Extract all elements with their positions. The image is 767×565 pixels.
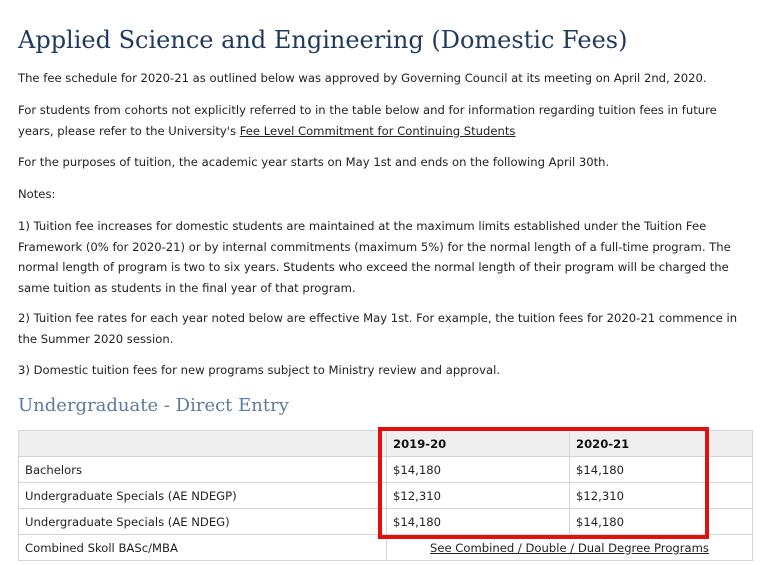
fee-2020-21: $14,180 [570, 457, 753, 483]
academic-year-text: For the purposes of tuition, the academic year starts on May 1st and ends on the following April 30th. [18, 155, 610, 169]
fees-table [18, 430, 753, 561]
note-1: 1) Tuition fee increases for domestic students are maintained at the maximum limits established under the Tuition Fee Framework (0% for 2020-21) or by internal commitments (maximum 5%) for the normal length of a full-time program. The normal length of program is two to six years. Students who exceed the normal length of their program will be charged the same tuition as students in the final year of that program. [18, 219, 731, 295]
header-2019-20: 2019-20 [387, 431, 570, 457]
fee-2019-20: $12,310 [387, 483, 570, 509]
fee-2020-21: $14,180 [570, 509, 753, 535]
page-title: Applied Science and Engineering (Domestic Fees) [18, 26, 628, 54]
fee-2020-21: $12,310 [570, 483, 753, 509]
table-row [19, 457, 753, 483]
note-2: 2) Tuition fee rates for each year noted below are effective May 1st. For example, the tuition fees for 2020-21 commence in the Summer 2020 session. [18, 311, 738, 346]
header-blank [19, 431, 387, 457]
program-name: Combined Skoll BASc/MBA [19, 535, 387, 561]
note-3: 3) Domestic tuition fees for new programs subject to Ministry review and approval. [18, 363, 501, 377]
combined-degree-programs-link[interactable]: See Combined / Double / Dual Degree Programs [430, 540, 709, 555]
table-row [19, 483, 753, 509]
table-header-row [19, 431, 753, 457]
program-name: Undergraduate Specials (AE NDEGP) [19, 483, 387, 509]
combined-programs-cell [387, 535, 753, 561]
section-title: Undergraduate - Direct Entry [18, 395, 289, 416]
intro-text: The fee schedule for 2020-21 as outlined below was approved by Governing Council at its meeting on April 2nd, 2020. [18, 71, 707, 85]
table-row [19, 509, 753, 535]
program-name: Undergraduate Specials (AE NDEG) [19, 509, 387, 535]
header-2020-21: 2020-21 [570, 431, 753, 457]
cohorts-paragraph [18, 100, 753, 141]
fee-2019-20: $14,180 [387, 457, 570, 483]
notes-label: Notes: [18, 187, 56, 201]
program-name: Bachelors [19, 457, 387, 483]
table-row [19, 535, 753, 561]
cohorts-text: For students from cohorts not explicitly referred to in the table below and for information regarding tuition fees in future years, please refer to the University's [18, 103, 717, 138]
fee-2019-20: $14,180 [387, 509, 570, 535]
fee-level-commitment-link[interactable]: Fee Level Commitment for Continuing Students [239, 123, 516, 138]
